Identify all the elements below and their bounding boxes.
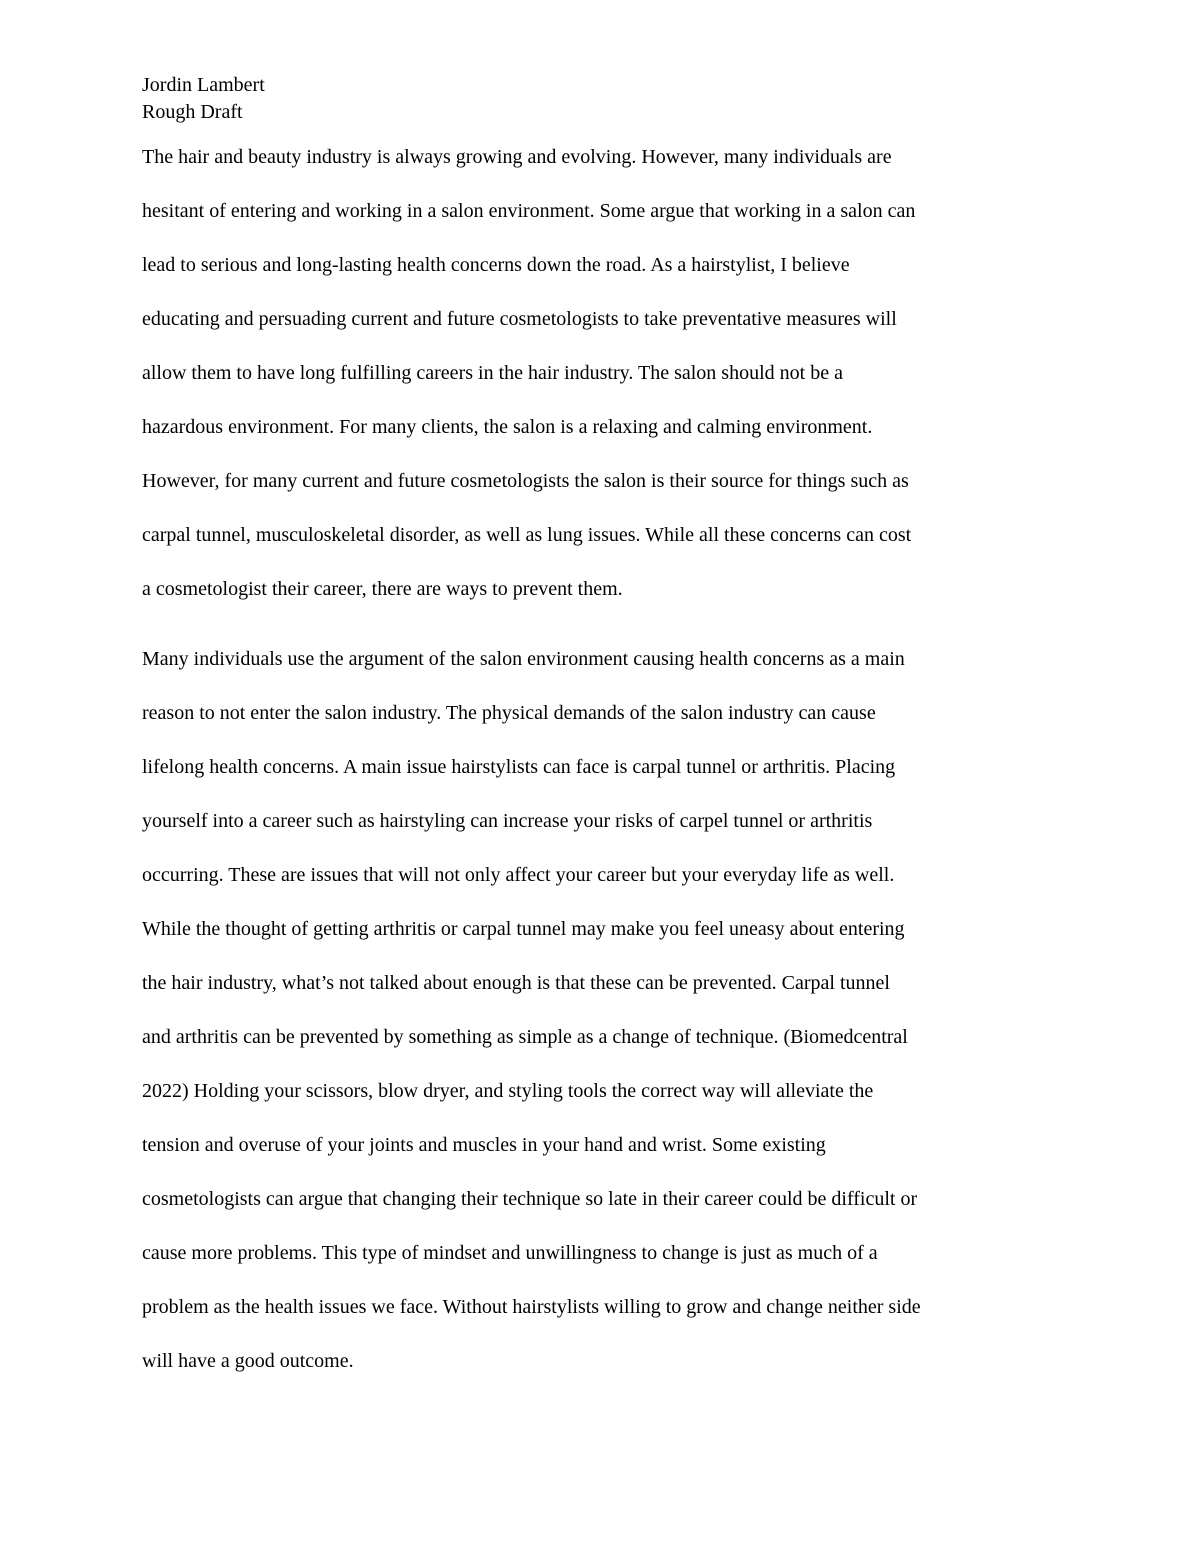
paragraph-2: [142, 632, 1064, 1388]
paragraph-line: educating and persuading current and future cosmetologists to take preventative measures will: [142, 308, 897, 330]
paragraph-line: yourself into a career such as hairstyling can increase your risks of carpel tunnel or arthritis: [142, 810, 873, 832]
paragraph-line: cosmetologists can argue that changing their technique so late in their career could be difficult or: [142, 1188, 918, 1210]
document-subtitle: Rough Draft: [142, 101, 243, 123]
paragraph-line: reason to not enter the salon industry. The physical demands of the salon industry can cause: [142, 702, 876, 724]
paragraph-line: 2022) Holding your scissors, blow dryer, and styling tools the correct way will alleviate the: [142, 1080, 874, 1102]
paragraph-line: While the thought of getting arthritis or carpal tunnel may make you feel uneasy about entering: [142, 918, 905, 940]
document-header: [142, 72, 1064, 126]
paragraph-line: However, for many current and future cosmetologists the salon is their source for things such as: [142, 470, 909, 492]
paragraph-line: the hair industry, what’s not talked about enough is that these can be prevented. Carpal tunnel: [142, 972, 890, 994]
paragraph-1: [142, 130, 1064, 616]
paragraph-line: and arthritis can be prevented by something as simple as a change of technique. (Biomedcentral: [142, 1026, 908, 1048]
paragraph-line: carpal tunnel, musculoskeletal disorder, as well as lung issues. While all these concerns can cost: [142, 524, 912, 546]
paragraph-line: The hair and beauty industry is always growing and evolving. However, many individuals are: [142, 146, 892, 168]
paragraph-line: problem as the health issues we face. Without hairstylists willing to grow and change neither side: [142, 1296, 921, 1318]
paragraph-line: Many individuals use the argument of the salon environment causing health concerns as a main: [142, 648, 905, 670]
paragraph-line: hesitant of entering and working in a salon environment. Some argue that working in a salon can: [142, 200, 916, 222]
paragraph-line: tension and overuse of your joints and muscles in your hand and wrist. Some existing: [142, 1134, 826, 1156]
paragraph-line: will have a good outcome.: [142, 1350, 354, 1372]
paragraph-line: cause more problems. This type of mindset and unwillingness to change is just as much of a: [142, 1242, 878, 1264]
paragraph-line: occurring. These are issues that will not only affect your career but your everyday life as well.: [142, 864, 895, 886]
paragraph-line: lead to serious and long-lasting health concerns down the road. As a hairstylist, I believe: [142, 254, 850, 276]
paragraph-line: allow them to have long fulfilling careers in the hair industry. The salon should not be a: [142, 362, 843, 384]
paragraph-line: a cosmetologist their career, there are ways to prevent them.: [142, 578, 623, 600]
paragraph-line: lifelong health concerns. A main issue hairstylists can face is carpal tunnel or arthritis. Placing: [142, 756, 896, 778]
author-name: Jordin Lambert: [142, 74, 265, 96]
paragraph-line: hazardous environment. For many clients, the salon is a relaxing and calming environment.: [142, 416, 873, 438]
